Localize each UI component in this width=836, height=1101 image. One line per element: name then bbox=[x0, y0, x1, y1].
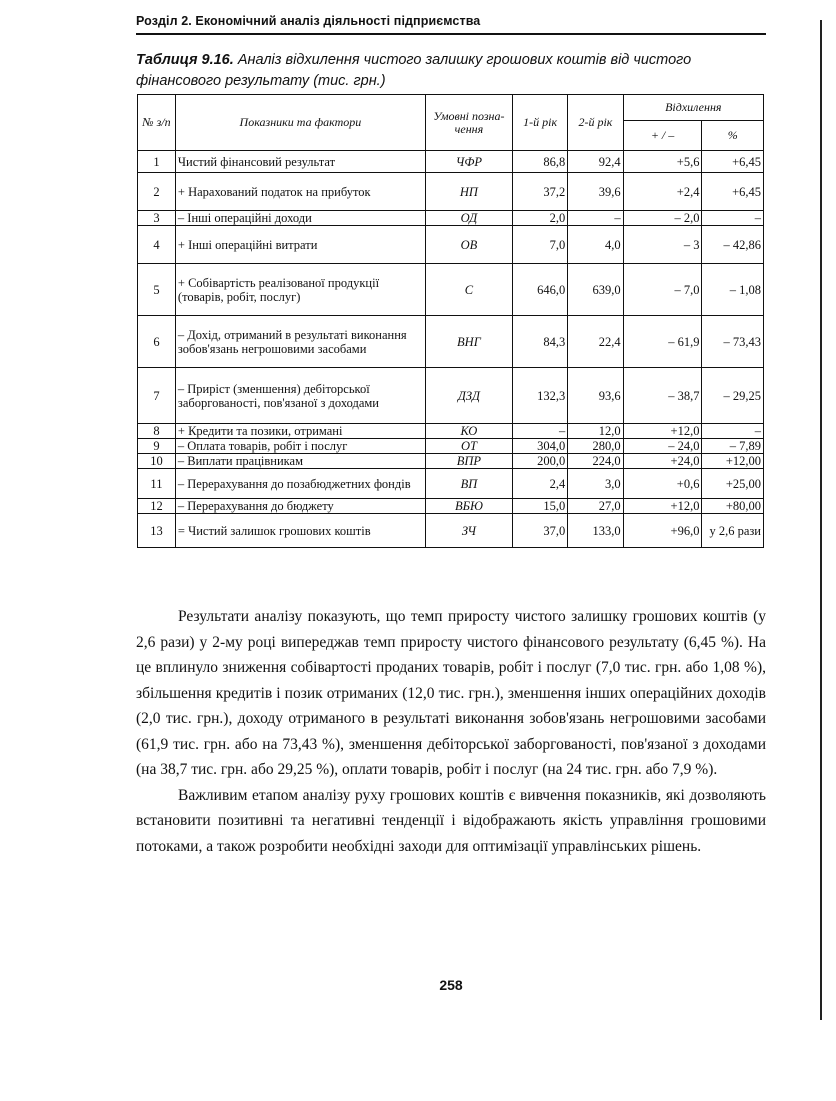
table-body bbox=[138, 151, 764, 548]
row-indicator: – Інші операційні доходи bbox=[175, 211, 425, 226]
table-row bbox=[138, 316, 764, 368]
row-deviation-abs: +5,6 bbox=[623, 151, 702, 173]
row-deviation-abs: +12,0 bbox=[623, 424, 702, 439]
row-deviation-abs: – 2,0 bbox=[623, 211, 702, 226]
row-deviation-pct: +80,00 bbox=[702, 499, 764, 514]
row-indicator: + Нарахований податок на прибуток bbox=[175, 173, 425, 211]
row-deviation-abs: – 61,9 bbox=[623, 316, 702, 368]
row-deviation-abs: +12,0 bbox=[623, 499, 702, 514]
row-deviation-abs: – 24,0 bbox=[623, 439, 702, 454]
row-deviation-abs: +0,6 bbox=[623, 469, 702, 499]
table-caption-text: Аналіз відхилення чистого залишку грошових коштів від чистого фінансового результату (тис. грн.) bbox=[136, 52, 692, 89]
row-year1: – bbox=[512, 424, 567, 439]
row-indicator: Чистий фінансовий результат bbox=[175, 151, 425, 173]
header-no: № з/п bbox=[138, 95, 176, 151]
row-year1: 7,0 bbox=[512, 226, 567, 264]
row-indicator: – Перерахування до бюджету bbox=[175, 499, 425, 514]
header-dev-pct: % bbox=[702, 121, 764, 151]
row-number: 3 bbox=[138, 211, 176, 226]
page-number: 258 bbox=[439, 977, 463, 993]
table-row bbox=[138, 173, 764, 211]
header-deviation: Відхилення bbox=[623, 95, 763, 121]
table-row bbox=[138, 439, 764, 454]
header-dev-abs: + / – bbox=[623, 121, 702, 151]
row-number: 12 bbox=[138, 499, 176, 514]
row-year1: 15,0 bbox=[512, 499, 567, 514]
row-symbol: ДЗД bbox=[425, 368, 512, 424]
row-year1: 646,0 bbox=[512, 264, 567, 316]
row-number: 5 bbox=[138, 264, 176, 316]
page-edge-line bbox=[820, 20, 822, 1020]
row-year1: 200,0 bbox=[512, 454, 567, 469]
table-caption-label: Таблиця 9.16. bbox=[136, 52, 234, 68]
row-year2: 224,0 bbox=[568, 454, 623, 469]
row-symbol: ВПР bbox=[425, 454, 512, 469]
row-year1: 37,0 bbox=[512, 514, 567, 548]
row-year2: 27,0 bbox=[568, 499, 623, 514]
table-row bbox=[138, 368, 764, 424]
row-symbol: ЗЧ bbox=[425, 514, 512, 548]
row-deviation-pct: – bbox=[702, 424, 764, 439]
row-indicator: – Приріст (зменшення) дебіторської заборгованості, пов'язаної з доходами bbox=[175, 368, 425, 424]
header-year2: 2-й рік bbox=[568, 95, 623, 151]
row-number: 13 bbox=[138, 514, 176, 548]
row-year1: 2,0 bbox=[512, 211, 567, 226]
row-deviation-abs: – 38,7 bbox=[623, 368, 702, 424]
header-name: Показники та фактори bbox=[175, 95, 425, 151]
row-deviation-pct: +12,00 bbox=[702, 454, 764, 469]
row-deviation-pct: у 2,6 рази bbox=[702, 514, 764, 548]
paragraph-1: Результати аналізу показують, що темп приросту чистого залишку грошових коштів (у 2,6 рази) у 2-му році випереджав темп приросту чистого фінансового результату (6,45 %). На це вплинуло зниження собівартості проданих товарів, робіт і послуг (7,0 тис. грн. або 1,08 %), збільшення кредитів і позик отриманих (12,0 тис. грн.), зменшення інших операційних доходів (2,0 тис. грн.), доходу отриманого в результаті виконання зобов'язань негрошовими засобами (61,9 тис. грн. або на 73,43 %), зменшення дебіторської заборгованості, пов'язаної з доходами (на 38,7 тис. грн. або 29,25 %), оплати товарів, робіт і послуг (на 24 тис. грн. або 7,9 %). bbox=[136, 608, 766, 778]
row-symbol: ВБЮ bbox=[425, 499, 512, 514]
row-deviation-abs: +24,0 bbox=[623, 454, 702, 469]
header-symbol: Умовні позна-чення bbox=[425, 95, 512, 151]
row-symbol: ОД bbox=[425, 211, 512, 226]
row-indicator: – Дохід, отриманий в результаті виконання зобов'язань негрошовими засобами bbox=[175, 316, 425, 368]
row-number: 11 bbox=[138, 469, 176, 499]
row-symbol: КО bbox=[425, 424, 512, 439]
row-symbol: ОВ bbox=[425, 226, 512, 264]
row-deviation-pct: +6,45 bbox=[702, 173, 764, 211]
row-year2: 639,0 bbox=[568, 264, 623, 316]
row-symbol: ЧФР bbox=[425, 151, 512, 173]
row-number: 2 bbox=[138, 173, 176, 211]
row-number: 4 bbox=[138, 226, 176, 264]
table-row bbox=[138, 499, 764, 514]
row-year2: 12,0 bbox=[568, 424, 623, 439]
row-deviation-pct: +25,00 bbox=[702, 469, 764, 499]
header-year1: 1-й рік bbox=[512, 95, 567, 151]
row-deviation-pct: – 7,89 bbox=[702, 439, 764, 454]
row-deviation-pct: – 42,86 bbox=[702, 226, 764, 264]
row-symbol: ОТ bbox=[425, 439, 512, 454]
row-year1: 2,4 bbox=[512, 469, 567, 499]
row-year1: 86,8 bbox=[512, 151, 567, 173]
table-caption bbox=[136, 50, 766, 92]
row-year2: 3,0 bbox=[568, 469, 623, 499]
row-indicator: + Інші операційні витрати bbox=[175, 226, 425, 264]
row-number: 1 bbox=[138, 151, 176, 173]
row-deviation-abs: +2,4 bbox=[623, 173, 702, 211]
row-deviation-pct: – 73,43 bbox=[702, 316, 764, 368]
row-deviation-pct: – 29,25 bbox=[702, 368, 764, 424]
row-year2: 280,0 bbox=[568, 439, 623, 454]
table-row bbox=[138, 264, 764, 316]
row-deviation-abs: +96,0 bbox=[623, 514, 702, 548]
row-year2: 93,6 bbox=[568, 368, 623, 424]
row-year1: 37,2 bbox=[512, 173, 567, 211]
row-year1: 304,0 bbox=[512, 439, 567, 454]
row-indicator: + Собівартість реалізованої продукції (товарів, робіт, послуг) bbox=[175, 264, 425, 316]
row-number: 7 bbox=[138, 368, 176, 424]
body-text bbox=[136, 604, 766, 859]
row-year2: 133,0 bbox=[568, 514, 623, 548]
row-number: 8 bbox=[138, 424, 176, 439]
row-deviation-abs: – 3 bbox=[623, 226, 702, 264]
running-header: Розділ 2. Економічний аналіз діяльності підприємства bbox=[136, 14, 481, 28]
row-year1: 132,3 bbox=[512, 368, 567, 424]
row-year2: 39,6 bbox=[568, 173, 623, 211]
table-row bbox=[138, 226, 764, 264]
row-indicator: – Перерахування до позабюджетних фондів bbox=[175, 469, 425, 499]
row-indicator: = Чистий залишок грошових коштів bbox=[175, 514, 425, 548]
row-symbol: С bbox=[425, 264, 512, 316]
row-number: 6 bbox=[138, 316, 176, 368]
row-indicator: – Виплати працівникам bbox=[175, 454, 425, 469]
row-indicator: – Оплата товарів, робіт і послуг bbox=[175, 439, 425, 454]
table-row bbox=[138, 454, 764, 469]
row-symbol: ВНГ bbox=[425, 316, 512, 368]
row-symbol: НП bbox=[425, 173, 512, 211]
table-row bbox=[138, 211, 764, 226]
paragraph-2: Важливим етапом аналізу руху грошових коштів є вивчення показників, які дозволяють встановити позитивні та негативні тенденції і відображають якість управління грошовими потоками, а також розробити необхідні заходи для оптимізації управлінських рішень. bbox=[136, 786, 766, 855]
row-number: 9 bbox=[138, 439, 176, 454]
table-row bbox=[138, 514, 764, 548]
header-rule bbox=[136, 33, 766, 35]
table-row bbox=[138, 469, 764, 499]
row-year2: 92,4 bbox=[568, 151, 623, 173]
row-symbol: ВП bbox=[425, 469, 512, 499]
row-deviation-pct: – bbox=[702, 211, 764, 226]
row-year2: – bbox=[568, 211, 623, 226]
table-row bbox=[138, 151, 764, 173]
row-deviation-abs: – 7,0 bbox=[623, 264, 702, 316]
row-year1: 84,3 bbox=[512, 316, 567, 368]
table-row bbox=[138, 424, 764, 439]
row-number: 10 bbox=[138, 454, 176, 469]
row-deviation-pct: +6,45 bbox=[702, 151, 764, 173]
row-year2: 22,4 bbox=[568, 316, 623, 368]
row-indicator: + Кредити та позики, отримані bbox=[175, 424, 425, 439]
analysis-table bbox=[137, 94, 764, 548]
row-year2: 4,0 bbox=[568, 226, 623, 264]
row-deviation-pct: – 1,08 bbox=[702, 264, 764, 316]
